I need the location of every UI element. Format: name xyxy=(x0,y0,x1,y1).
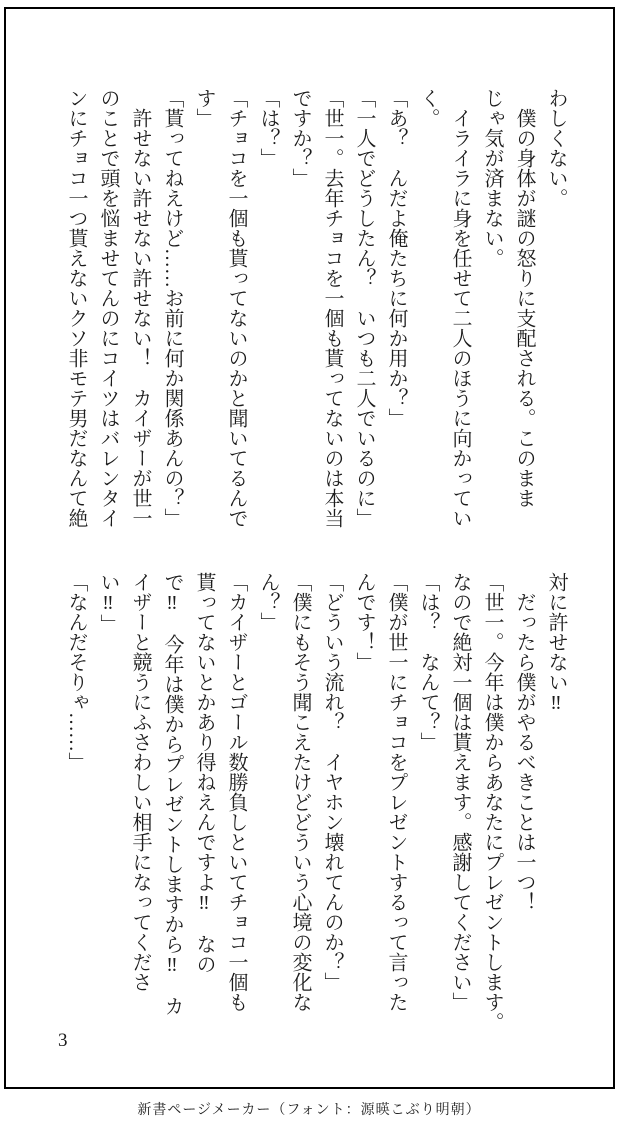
text-line: 「世一。去年チョコを一個も貰ってないのは本当 xyxy=(321,88,343,528)
text-line: わしくない。 xyxy=(545,88,567,208)
text-line: イザーと競うにふさわしい相手になってくださ xyxy=(129,572,151,992)
upper-text-block xyxy=(58,88,572,534)
text-line: ンにチョコ一つ貰えないクソ非モテ男だなんて絶 xyxy=(65,88,87,528)
text-line: で‼ 今年は僕からプレゼントしますから‼ カ xyxy=(161,572,183,1016)
text-line: じゃ気が済まない。 xyxy=(481,88,503,268)
text-line: んです！」 xyxy=(353,572,375,672)
text-line: く。 xyxy=(417,88,439,128)
text-line: 「カイザーとゴール数勝負しといてチョコ一個も xyxy=(225,572,247,1012)
page-number: 3 xyxy=(58,1030,68,1051)
text-line: 「僕が世一にチョコをプレゼントするって言った xyxy=(385,572,407,1012)
text-line: 「は？」 xyxy=(257,88,279,168)
text-line: す」 xyxy=(193,88,215,128)
text-line: 「世一。今年は僕からあなたにプレゼントします。 xyxy=(481,572,503,1032)
text-line: 「貰ってねえけど……お前に何か関係あんの？」 xyxy=(161,88,183,528)
text-line: 貰ってないとかあり得ねえんですよ‼ なの xyxy=(193,572,215,974)
text-line: 「どういう流れ？ イヤホン壊れてんのか？」 xyxy=(321,572,343,992)
text-line: 僕の身体が謎の怒りに支配される。このまま xyxy=(513,88,535,508)
lower-text-block xyxy=(58,572,572,1032)
text-line: のことで頭を悩ませてんのにコイツはバレンタイ xyxy=(97,88,119,528)
text-line: 「チョコを一個も貰ってないのかと聞いてるんで xyxy=(225,88,247,528)
text-line: 「なんだそりゃ……」 xyxy=(65,572,87,772)
text-line: なので絶対一個は貰えます。感謝してください」 xyxy=(449,572,471,1012)
text-line: ん？」 xyxy=(257,572,279,632)
text-line: 対に許せない‼ xyxy=(545,572,567,714)
text-line: い‼」 xyxy=(97,572,119,634)
text-line: 「あ？ んだよ俺たちに何か用か？」 xyxy=(385,88,407,428)
text-line: 「は？ なんて？」 xyxy=(417,572,439,752)
text-line: だったら僕がやるべきことは一つ！ xyxy=(513,572,535,912)
text-line: 許せない許せない許せない！ カイザーが世一 xyxy=(129,88,151,528)
text-line: 「僕にもそう聞こえたけどどういう心境の変化な xyxy=(289,572,311,1012)
text-line: 「一人でどうしたん？ いつも二人でいるのに」 xyxy=(353,88,375,528)
text-line: イライラに身を任せて二人のほうに向かってい xyxy=(449,88,471,528)
generator-caption: 新書ページメーカー（フォント：源暎こぶり明朝） xyxy=(137,1103,481,1118)
text-line: ですか？」 xyxy=(289,88,311,188)
